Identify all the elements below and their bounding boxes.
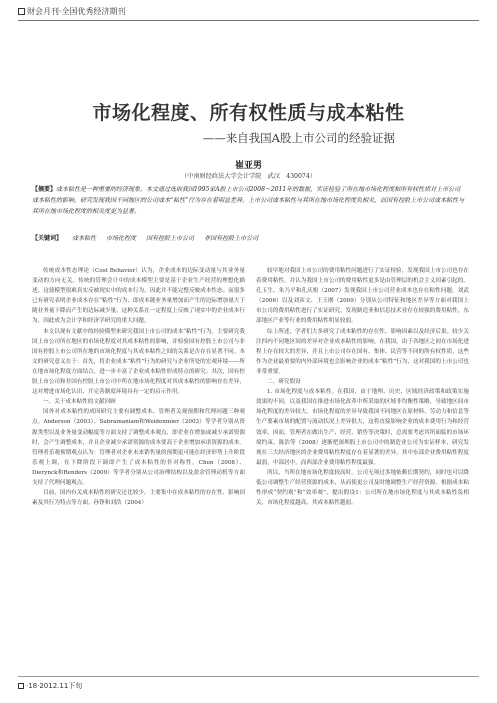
abstract-label: 【摘要】 xyxy=(32,186,57,193)
paragraph: 较早地对我国上市公司的费用粘性问题进行了实证检验，发现我国上市公司也存在着费用粘性，并认为我国上市公司的费用粘性更多是由管理层的机会主义因素引起的。孔玉生、朱乃平和孔庆根（2007）发现我国上市公司营业成本也存在粘性问题。刘武（2006）以及刘彦文、王玉刚（2009）分别从公司特征和地区差异等方面对我国上市公司的费用粘性进行了实证研究，发现制造业和信息技术业存在较强的费用粘性，东部地区产业等行业的费用粘性明显较弱。 xyxy=(256,268,469,325)
square-icon xyxy=(18,8,25,15)
author-name: 崔亚男 xyxy=(234,161,262,171)
section-heading: 二、研究假设 xyxy=(267,379,301,386)
page-footer xyxy=(18,681,82,691)
paragraph: 传统成本性态理论（Cost Behavior）认为，企业成本的边际变动量与其业务量变动的方向无关。传统的管理会计中的成本模型主要是基于企业生产经营的理想化描述，这使模型很难真实反映现实中的成本行为，因此并不能完整反映成本性态。而很多已有研究表明企业成本存在“粘性”行为，即成本随业务量增加而产生的边际增加量大于随业务量下降而产生的边际减少量。这种关系在一定程度上反映了现实中的企业成本行为，因此成为会计学和经济学研究的重大问题。 xyxy=(32,268,245,325)
article-title: 市场化程度、所有权性质与成本粘性 xyxy=(92,102,405,124)
journal-header xyxy=(18,6,126,17)
paragraph: 1. 市场化程度与成本粘性。在我国，由于地理、历史、区域经济政策和政策实施效果的不同，以及我国在推进市场化改革中所采取的区域非均衡性策略，导致地区间市场化程度的差异较大。市场化程度的差异导致我国不同地区在原材料、劳动力和信息等生产要素市场的配置与流动状况上差异很大，这将直接影响企业的成本费用行为和经营效率。因而，管理者在做出生产、经营、销售等决策时，总需要考虑其所面临的市场环境约束。陈浩等（2008）逐渐把深圳股上市公司中的制造业公司为实证样本，研究发现在三大经济地区的企业费用粘性程度存在着显著的差异，其中东部企业费用粘性程度最弱，中部居中，而西部企业费用粘性程度最强。 xyxy=(256,389,469,466)
keywords-label: 【关键词】 xyxy=(32,235,63,242)
section-heading: 一、关于成本粘性的文献回顾 xyxy=(43,399,116,406)
paragraph: 目前，国内有关成本粘性的研究还比较少。主要集中在成本粘性的存在性、影响因素及其行为特点等方面。孙铮和刘浩（2004） xyxy=(32,490,245,507)
square-icon xyxy=(18,683,24,689)
keyword: 市场化程度 xyxy=(106,235,137,242)
paragraph: 国外对成本粘性的成因研究主要有调整成本、管理者关观预期和代理问题三种观点。Anderson（2003）、Subramaniam和Weidenmier（2003）等学者分别从资源类型以及业务量变动幅度等方面支持了调整成本观点，即企业在增加或减少承诺资源时，会产生调整成本，并且企业减少承诺资源的成本要高于企业增加承诺资源的成本。管理者乐观预期观点认为：管理者对企业未来销售量的预期更可能在经济形势上升阶段乐观上调，在下降阶段下调即产生了成本粘性的非对称性。Chen（2008）、Dierynck和Renders（2009）等学者分别从公司治理结构以及盈余管理动机等方面支持了代理问题观点。 xyxy=(32,409,245,486)
paragraph: 本文以现有文献中的经验模型来研究我国上市公司的成本“粘性”行为。主要研究我国上市公司所在地区的市场化程度对其成本粘性的影响，并检验国有控股上市公司与非国有控股上市公司所在地的市场化程度与其成本粘性之间的关系是否存在显著不同。本文的研究意义在于：首先，将企业成本“粘性”行为的研究与企业所处的宏观环境——所在地市场化程度方面结合，进一步丰富了企业成本粘性形成特点的研究；其次，国有控股上市公司和非国有控股上市公司中所在地市场化程度对其成本粘性的影响存在差异，这对增进市场化认识、开完善制度环境具有一定的启示作用。 xyxy=(32,328,245,396)
journal-name: 财会月刊·全国优秀经济期刊 xyxy=(27,7,126,16)
header-divider xyxy=(18,20,479,21)
keyword: 国有控股上市公司 xyxy=(146,235,195,242)
keyword: 非国有控股上市公司 xyxy=(204,235,259,242)
footer-divider xyxy=(18,676,479,677)
keywords xyxy=(32,233,465,242)
page-number: ·18·2012.11下旬 xyxy=(26,682,83,690)
abstract xyxy=(32,184,465,217)
left-column xyxy=(32,266,245,508)
right-column xyxy=(256,266,469,508)
abstract-text: 成本粘性是一种重要的经济现象。本文通过选取我国1995家A股上市公司2008～2011年的数据，实证检验了所在地市场化程度和所有权性质对上市公司成本粘性的影响。研究发现我国不同地区的公司成本“粘性”行为存在着明显差异。上市公司成本粘性与其所在地市场化程度负相关，而国有控股上市公司成本粘性与其所在地市场化程度的相关度更为显著。 xyxy=(32,186,465,215)
author-affiliation: （中南财经政法大学会计学院 武汉 430074） xyxy=(181,173,316,180)
article-subtitle: ——来自我国A股上市公司的经验证据 xyxy=(202,131,395,145)
paragraph: 综上所述，学者们大多研究了成本粘性的存在性、影响因素以及经济后果。较少关注四内不同地区间的差异对企业成本粘性的影响。在我国，由于各地区之间在市场化进程上存在较大的差异，并且上市公司存在国有、集体、民营等不同的所有权性质，这些作为企业最重要的内外部环境也会影响企业的成本“粘性”行为，这对我国的上市公司也非常重要。 xyxy=(256,328,469,375)
paragraph: 所以，当所在地市场化程度较高时，公司无须过多地依赖长期契约，同时也可以降低公司调整生产经营资源的成本，从而使更公司及时地调整生产经营资源。根据成本粘性形成“契约观”和“效率观”，提出假设1：公司所在地市场化程度与其成本粘性负相关，市场化程度越高，其成本粘性越弱。 xyxy=(256,469,469,507)
keyword: 成本粘性 xyxy=(72,235,97,242)
